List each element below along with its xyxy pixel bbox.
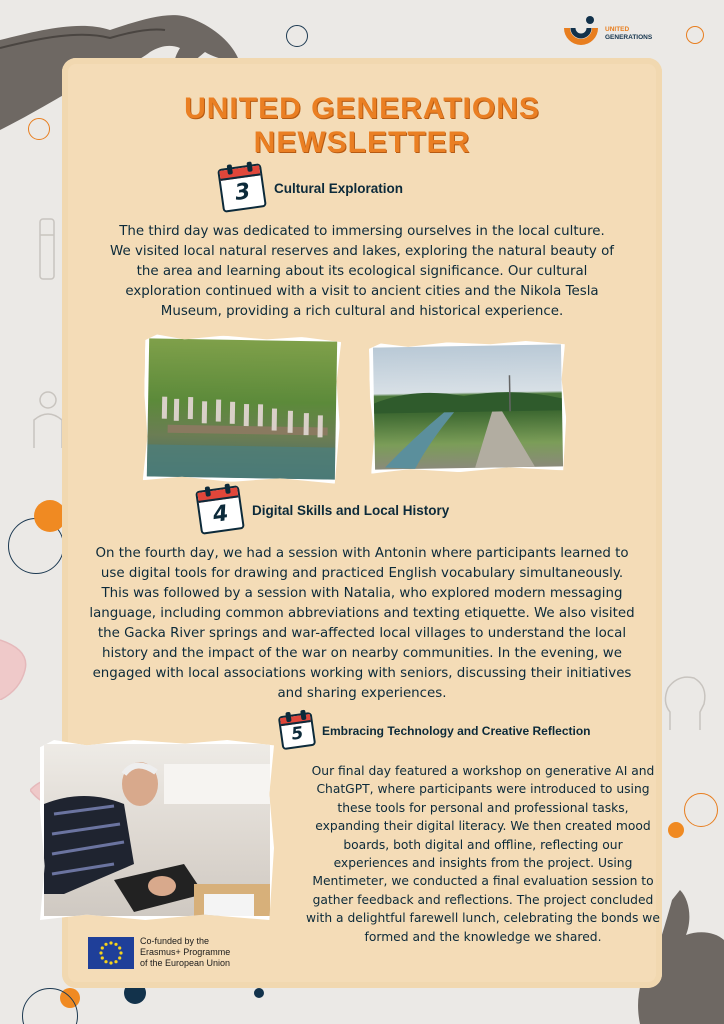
section-title: Cultural Exploration: [274, 180, 404, 196]
logo-text-line1: UNITED: [605, 26, 630, 33]
body-line: the Gacka River springs and war-affected local villages to understand the local: [97, 626, 627, 641]
calendar-icon: [195, 485, 245, 535]
body-line: We visited local natural reserves and lakes, exploring the natural beauty of: [110, 244, 614, 259]
body-line: formed and the knowledge we shared.: [364, 929, 602, 944]
body-line: This was followed by a session with Natalia, who explored modern messaging: [101, 586, 623, 601]
body-line: and sharing experiences.: [277, 686, 447, 701]
body-line: with a delightful farewell lunch, celebrating the bonds we: [306, 911, 660, 926]
title-line-1: UNITED GENERATIONS: [184, 92, 540, 125]
body-line: use digital tools for drawing and practiced English vocabulary simultaneously.: [100, 566, 624, 581]
section-title: Embracing Technology and Creative Reflection: [322, 724, 591, 738]
calendar-day: 4: [211, 501, 230, 528]
section-body: [290, 762, 676, 946]
section-title: Digital Skills and Local History: [252, 502, 450, 518]
eu-cofunding: [88, 936, 230, 969]
calendar-icon: [278, 712, 316, 750]
logo: [561, 12, 681, 56]
body-line: Mentimeter, we conducted a final evaluation session to: [312, 874, 654, 889]
body-line: On the fourth day, we had a session with Antonin where participants learned to: [95, 546, 629, 561]
calendar-day: 5: [290, 723, 305, 745]
logo-icon: [561, 14, 601, 54]
body-line: experiences and insights from the project. Using: [333, 856, 633, 871]
eu-flag-icon: [88, 937, 134, 969]
eu-line: Erasmus+ Programme: [140, 947, 231, 957]
body-line: these tools for personal and professional tasks,: [337, 800, 629, 815]
head-icon: [660, 672, 710, 732]
body-line: history and the impact of the war on nearby communities. In the evening, we: [102, 646, 622, 661]
body-line: language, including common abbreviations and texting etiquette. We also visited: [89, 606, 635, 621]
body-line: boards, both digital and offline, reflecting our: [343, 837, 623, 852]
body-line: the area and learning about its ecological significance. Our cultural: [136, 264, 588, 279]
body-line: Museum, providing a rich cultural and historical experience.: [160, 304, 564, 319]
doodle-icon: [32, 215, 62, 285]
calendar-day: 3: [233, 179, 252, 206]
title-line-2: NEWSLETTER: [253, 126, 471, 159]
group-photo: [143, 334, 342, 483]
body-line: Our final day featured a workshop on generative AI and: [311, 764, 655, 778]
section-heading: [280, 714, 591, 748]
body-line: ChatGPT, where participants were introduced to using: [316, 782, 650, 797]
person-icon: [30, 390, 66, 450]
leaf-decor: [0, 630, 50, 700]
workshop-photo: [40, 740, 274, 920]
body-line: expanding their digital literacy. We then created mood: [315, 819, 651, 834]
decor-circle: [686, 26, 704, 44]
section-heading: [220, 166, 403, 210]
landscape-photo: [369, 340, 567, 473]
page-title: [0, 92, 724, 160]
body-line: engaged with local associations working with seniors, discussing their initiatives: [92, 666, 632, 681]
decor-circle: [286, 25, 308, 47]
body-line: gather feedback and reflections. The project concluded: [312, 892, 654, 907]
calendar-icon: [217, 163, 267, 213]
body-line: exploration continued with a visit to ancient cities and the Nikola Tesla: [125, 284, 599, 299]
decor-dot: [254, 988, 264, 998]
section-heading: [198, 488, 449, 532]
eu-line: of the European Union: [140, 958, 231, 968]
logo-text-line2: GENERATIONS: [605, 34, 653, 41]
body-line: The third day was dedicated to immersing ourselves in the local culture.: [119, 224, 605, 239]
section-body: [62, 544, 662, 704]
eu-line: Co-funded by the: [140, 936, 210, 946]
decor-circle: [684, 793, 718, 827]
section-body: [72, 222, 652, 322]
